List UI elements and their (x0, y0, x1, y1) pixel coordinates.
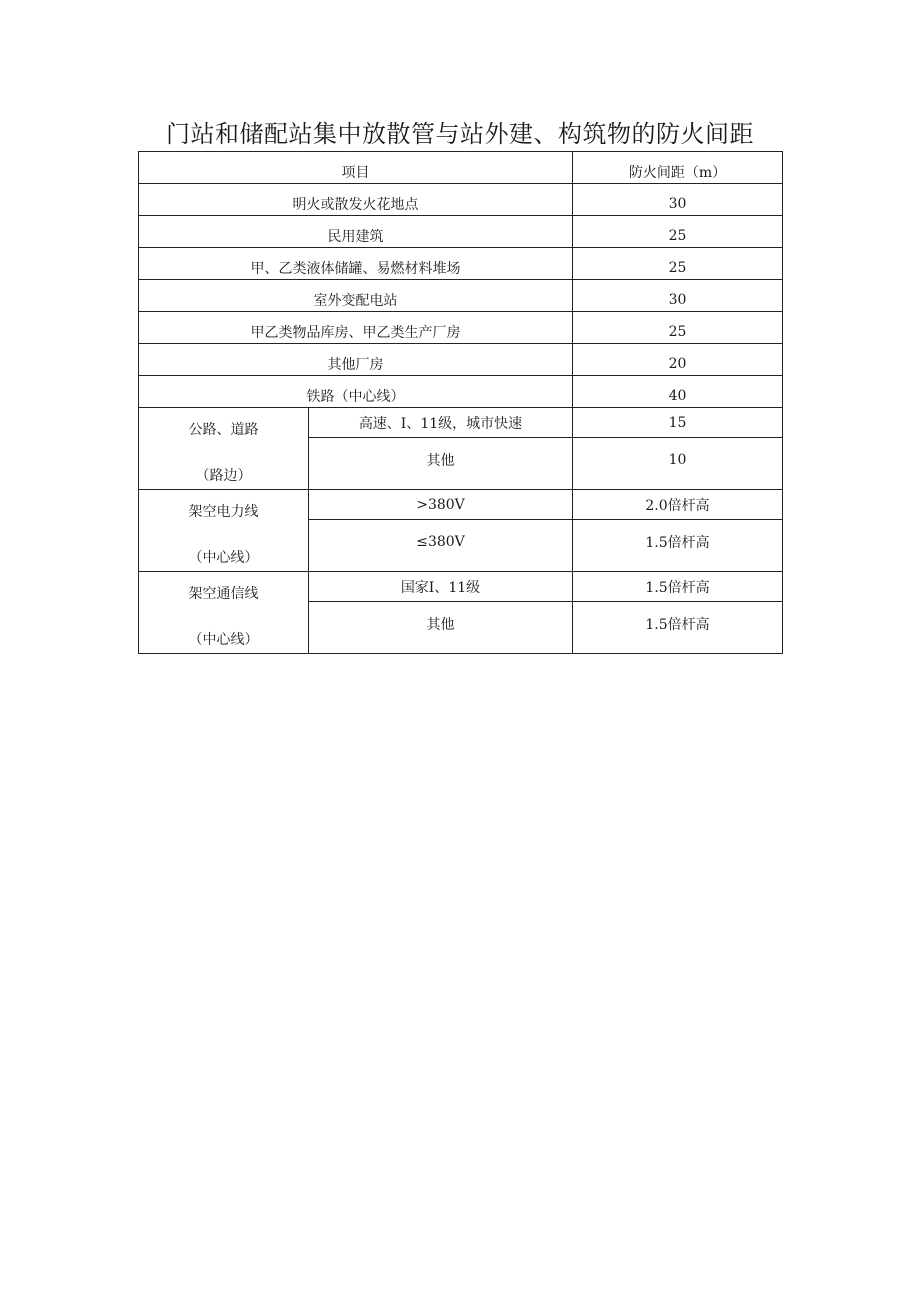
distance-value: 10 (668, 451, 687, 468)
sub-item-cell (309, 408, 573, 438)
item-cell (139, 184, 573, 216)
sub-item-cell (309, 602, 573, 654)
item-cell (139, 280, 573, 312)
sub-item-label: ≤380V (416, 533, 465, 550)
item-label: 明火或散发火花地点 (292, 196, 419, 213)
header-item-cell (139, 152, 573, 184)
distance-value: 30 (668, 195, 687, 212)
sub-item-label: 国家I、11级 (400, 579, 481, 596)
group-cell-road (139, 408, 309, 490)
distance-cell (573, 216, 783, 248)
group-cell-comm-line (139, 572, 309, 654)
table-row (139, 344, 783, 376)
distance-cell (573, 312, 783, 344)
distance-cell (573, 602, 783, 654)
table-row (139, 312, 783, 344)
table-row (139, 216, 783, 248)
distance-cell (573, 344, 783, 376)
header-distance-cell (573, 152, 783, 184)
sub-item-label: >380V (416, 496, 465, 513)
item-label: 其他厂房 (327, 356, 384, 373)
header-distance-label: 防火间距（m） (628, 164, 727, 181)
table-row (139, 490, 783, 520)
table-row (139, 248, 783, 280)
page-title: 门站和储配站集中放散管与站外建、构筑物的防火间距 (166, 120, 754, 148)
distance-cell (573, 490, 783, 520)
distance-value: 15 (668, 414, 687, 431)
distance-cell (573, 184, 783, 216)
group-note: （路边） (195, 468, 252, 484)
item-label: 室外变配电站 (313, 292, 398, 309)
distance-value: 20 (668, 355, 687, 372)
distance-cell (573, 280, 783, 312)
distance-value: 25 (668, 323, 687, 340)
group-note: （中心线） (188, 550, 259, 566)
distance-cell (573, 376, 783, 408)
distance-value: 30 (668, 291, 687, 308)
group-cell-power-line (139, 490, 309, 572)
sub-item-label: 其他 (426, 616, 455, 633)
table-row (139, 572, 783, 602)
table-header-row (139, 152, 783, 184)
item-label: 甲、乙类液体储罐、易燃材料堆场 (250, 260, 461, 277)
table-row (139, 184, 783, 216)
item-label: 甲乙类物品库房、甲乙类生产厂房 (250, 324, 461, 341)
table-row (139, 280, 783, 312)
sub-item-label: 其他 (426, 452, 455, 469)
item-cell (139, 376, 573, 408)
item-cell (139, 344, 573, 376)
item-cell (139, 248, 573, 280)
group-name: 公路、道路 (188, 422, 259, 438)
distance-cell (573, 248, 783, 280)
group-note: （中心线） (188, 632, 259, 648)
item-cell (139, 312, 573, 344)
group-name: 架空通信线 (188, 586, 259, 602)
distance-cell (573, 438, 783, 490)
distance-value: 1.5倍杆高 (645, 616, 710, 633)
table-row (139, 376, 783, 408)
distance-value: 1.5倍杆高 (645, 579, 710, 596)
sub-item-cell (309, 572, 573, 602)
item-label: 民用建筑 (327, 228, 384, 245)
fire-spacing-table (138, 151, 783, 654)
item-cell (139, 216, 573, 248)
distance-value: 25 (668, 259, 687, 276)
item-label: 铁路（中心线） (306, 388, 405, 405)
distance-cell (573, 408, 783, 438)
distance-value: 1.5倍杆高 (645, 534, 710, 551)
group-name: 架空电力线 (188, 504, 259, 520)
distance-value: 25 (668, 227, 687, 244)
distance-cell (573, 520, 783, 572)
distance-value: 2.0倍杆高 (645, 497, 710, 514)
table-row (139, 408, 783, 438)
sub-item-label: 高速、I、11级，城市快速 (358, 415, 523, 432)
distance-value: 40 (668, 387, 687, 404)
sub-item-cell (309, 490, 573, 520)
sub-item-cell (309, 520, 573, 572)
distance-cell (573, 572, 783, 602)
sub-item-cell (309, 438, 573, 490)
header-item-label: 项目 (341, 164, 370, 181)
